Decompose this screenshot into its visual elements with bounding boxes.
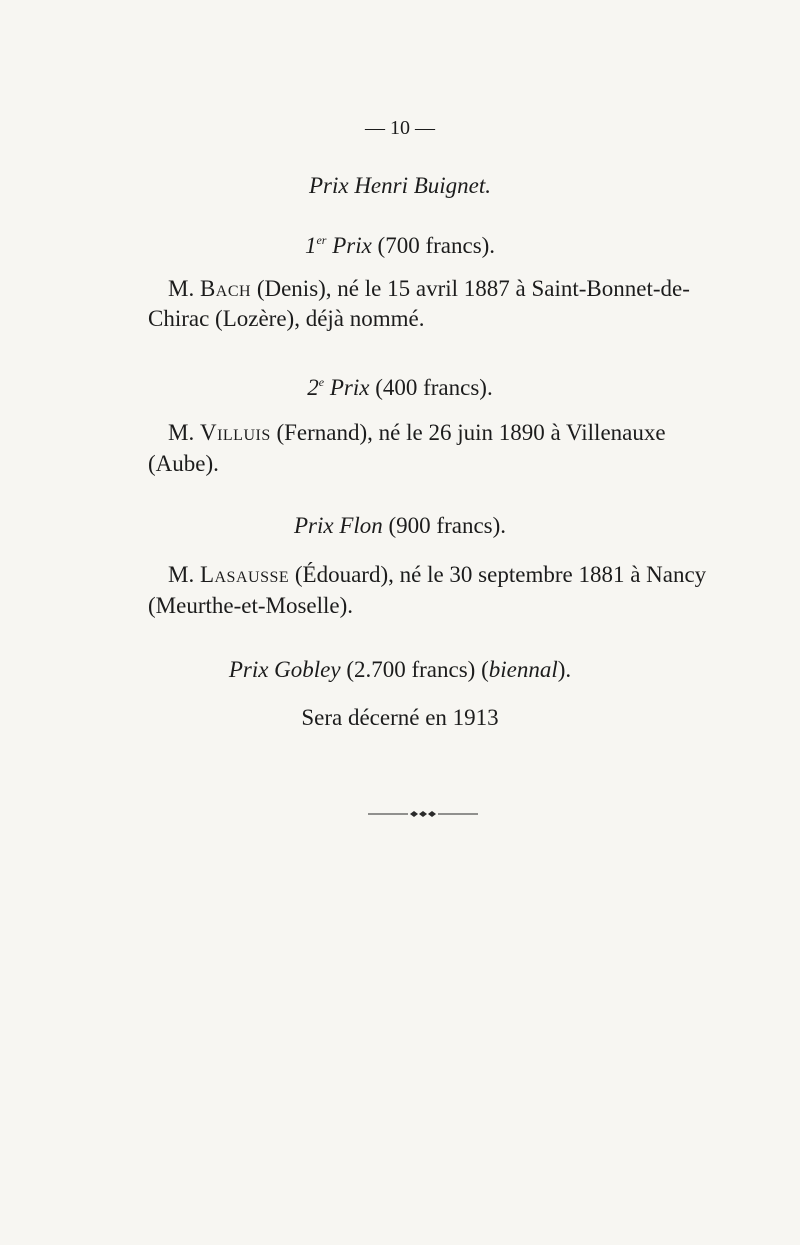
flon-heading <box>0 512 800 540</box>
second-winner-details: (Fernand), né le 26 juin 1890 à Villenauxe <box>276 420 666 445</box>
flon-title: Prix Flon <box>293 513 383 538</box>
flon-winner-prefix: M. <box>168 562 195 587</box>
gobley-note: (biennal). <box>481 657 572 682</box>
first-winner-prefix: M. <box>168 276 195 301</box>
first-prize-label: Prix <box>332 233 372 258</box>
diamond-rule-icon <box>368 806 478 822</box>
section-title-buignet: Prix Henri Buignet. <box>308 173 492 198</box>
gobley-amount: (2.700 francs) <box>346 657 476 682</box>
page-number: — 10 — <box>365 117 435 139</box>
flon-winner-line2: (Meurthe-et-Moselle). <box>148 593 354 618</box>
gobley-title: Prix Gobley <box>228 657 341 682</box>
first-winner-details: (Denis), né le 15 avril 1887 à Saint-Bonnet-de- <box>256 276 690 301</box>
first-prize-ordinal-suffix: er <box>316 233 327 247</box>
second-winner-prefix: M. <box>168 420 195 445</box>
first-prize-amount: (700 francs). <box>377 233 496 258</box>
flon-winner-line1 <box>168 561 707 589</box>
second-prize-ordinal-suffix: e <box>318 375 325 389</box>
second-winner-line2: (Aube). <box>148 451 219 476</box>
second-winner-name: Villuis <box>199 420 271 445</box>
flon-winner-details: (Édouard), né le 30 septembre 1881 à Nancy <box>294 562 707 587</box>
second-winner-line1 <box>168 419 696 447</box>
second-prize-amount: (400 francs). <box>375 375 493 400</box>
gobley-decision: Sera décerné en 1913 <box>301 705 499 730</box>
second-prize-heading <box>0 368 800 402</box>
second-prize-label: Prix <box>329 375 370 400</box>
second-prize-ordinal: 2 <box>307 375 319 400</box>
first-prize-ordinal: 1 <box>304 233 317 258</box>
first-prize-heading <box>0 226 800 260</box>
gobley-note-word: biennal <box>488 657 558 682</box>
gobley-heading <box>0 656 800 684</box>
first-winner-name: Bach <box>199 276 252 301</box>
flon-winner-name: Lasausse <box>199 562 290 587</box>
flon-amount: (900 francs). <box>388 513 507 538</box>
first-winner-line1 <box>168 275 696 303</box>
first-winner-line2: Chirac (Lozère), déjà nommé. <box>148 306 425 331</box>
